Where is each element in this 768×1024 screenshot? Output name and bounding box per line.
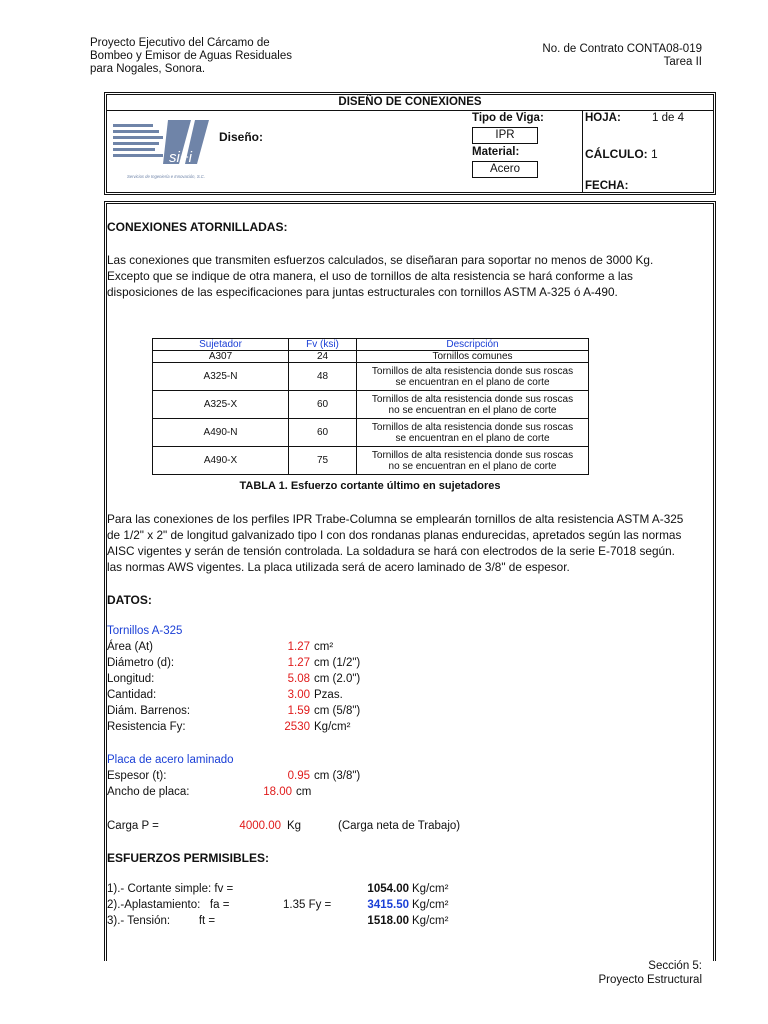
table-row: A307 24 Tornillos comunes: [153, 351, 589, 363]
datum-row: Cantidad: 3.00 Pzas.: [107, 689, 343, 701]
datum-row: Longitud: 5.08 cm (2.0"): [107, 673, 361, 685]
project-line: para Nogales, Sonora.: [90, 63, 206, 75]
tipo-viga-value: IPR: [472, 127, 538, 144]
hoja-value: 1 de 4: [652, 112, 684, 124]
esfuerzo-row: 2).-Aplastamiento: fa = 1.35 Fy = 3415.50 Kg/cm²: [107, 899, 449, 911]
tipo-viga-label: Tipo de Viga:: [472, 112, 544, 124]
datum-row: Diámetro (d): 1.27 cm (1/2"): [107, 657, 361, 669]
datum-row: Diám. Barrenos: 1.59 cm (5/8"): [107, 705, 361, 717]
project-line: Bombeo y Emisor de Aguas Residuales: [90, 50, 292, 62]
project-title: [90, 37, 292, 76]
esfuerzo-row: 3).- Tensión: ft = 1518.00 Kg/cm²: [107, 915, 449, 927]
content-box: [104, 201, 716, 961]
section-heading-esfuerzos: ESFUERZOS PERMISIBLES:: [107, 851, 270, 865]
paragraph-conexiones: Las conexiones que transmiten esfuerzos calculados, se diseñaran para soportar no menos de 3000 Kg. Excepto que se indique de otra manera, el uso de tornillos de alta resistencia se hará conforme a las disposiciones de las especificaciones para juntas estructurales con tornillos ASTM A-325 ó A-490.: [107, 253, 654, 299]
section-heading-conexiones: CONEXIONES ATORNILLADAS:: [107, 220, 288, 234]
datum-row: Resistencia Fy: 2530 Kg/cm²: [107, 721, 351, 733]
table-row: A325-N 48 Tornillos de alta resistencia donde sus roscas se encuentran en el plano de corte: [153, 363, 589, 391]
paragraph-perfiles: Para las conexiones de los perfiles IPR Trabe-Columna se emplearán tornillos de alta resistencia ASTM A-325 de 1/2" x 2" de longitud galvanizado tipo I con dos rondanas planas endurecidas, apretados según las normas AISC vigentes y serán de tensión controlada. La soldadura se hará con electrodos de la serie E-7018 según. las normas AWS vigentes. La placa utilizada será de acero laminado de 3/8" de espesor.: [107, 512, 684, 574]
table-row: A490-X 75 Tornillos de alta resistencia donde sus roscas no se encuentran en el plano de corte: [153, 447, 589, 475]
hoja-label: HOJA:: [585, 112, 621, 124]
task-label: Tarea II: [663, 56, 702, 68]
divider: [582, 111, 583, 192]
logo-text: si+i: [169, 149, 192, 166]
table-row: A325-X 60 Tornillos de alta resistencia donde sus roscas no se encuentran en el plano de corte: [153, 391, 589, 419]
datum-row: Ancho de placa: 18.00 cm: [107, 786, 312, 798]
table-row: A490-N 60 Tornillos de alta resistencia donde sus roscas se encuentran en el plano de corte: [153, 419, 589, 447]
fastener-table: [152, 338, 589, 475]
section-heading-datos: DATOS:: [107, 593, 152, 607]
page-footer: [598, 959, 702, 987]
footer-name: Proyecto Estructural: [598, 974, 702, 986]
form-header-box: [104, 92, 716, 195]
project-line: Proyecto Ejecutivo del Cárcamo de: [90, 37, 270, 49]
footer-section: Sección 5:: [648, 960, 702, 972]
contract-number: No. de Contrato CONTA08-019: [542, 43, 702, 55]
datum-row: Área (At) 1.27 cm²: [107, 641, 334, 653]
table-header: Sujetador: [153, 339, 289, 351]
contract-info: [542, 43, 702, 69]
material-label: Material:: [472, 146, 520, 158]
carga-row: Carga P = 4000.00 Kg (Carga neta de Trabajo): [107, 820, 461, 832]
material-value: Acero: [472, 161, 538, 178]
fecha-label: FECHA:: [585, 180, 629, 192]
calculo-value: 1: [651, 147, 658, 161]
calculo-label: CÁLCULO: 1: [585, 147, 658, 161]
logo-subtext: Servicios de Ingeniería e Innovación, S.C.: [127, 174, 205, 179]
company-logo: [113, 118, 223, 186]
table-header: Descripción: [357, 339, 589, 351]
datum-row: Espesor (t): 0.95 cm (3/8"): [107, 770, 361, 782]
diseno-label: Diseño:: [219, 130, 264, 144]
tornillos-title: Tornillos A-325: [107, 625, 183, 637]
placa-title: Placa de acero laminado: [107, 754, 234, 766]
table-caption: TABLA 1. Esfuerzo cortante último en sujetadores: [239, 480, 501, 492]
form-title: DISEÑO DE CONEXIONES: [107, 95, 713, 111]
table-header: Fv (ksi): [289, 339, 357, 351]
esfuerzo-row: 1).- Cortante simple: fv = 1054.00 Kg/cm²: [107, 883, 449, 895]
